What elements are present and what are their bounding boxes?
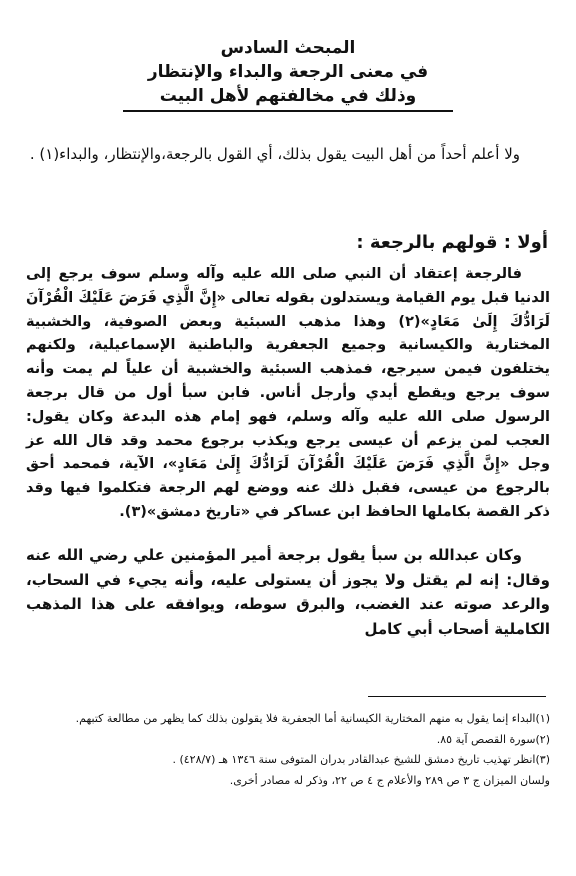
chapter-title: في معنى الرجعة والبداء والإنتظار (147, 62, 429, 82)
body-paragraph-1: فالرجعة إعتقاد أن النبي صلى الله عليه وآله وسلم سوف يرجع إلى الدنيا قبل يوم القيامة ويستدلون بقوله تعالى «إِنَّ الَّذِي فَرَضَ عَلَيْكَ الْقُرْآنَ لَرَادُّكَ إِلَىٰ مَعَادٍ»(٢) وهذا مذهب السبئية وبعض الصوفية، والخشبية المختارية والكيسانية وجميع الجعفرية والباطنية الإسماعيلية، ولكنهم يختلفون فيمن سيرجع، فمذهب السبئية والخشبية أن علياً لم يمت وأنه سوف يرجع ويقطع أيدي وأرجل أناس. فابن سبأ أول من قال برجعة الرسول صلى الله عليه وآله وسلم، فهو إمام هذه البدعة وكان يقول: العجب لمن يزعم أن عيسى يرجع ويكذب برجوع محمد وقد قال الله عز وجل «إِنَّ الَّذِي فَرَضَ عَلَيْكَ الْقُرْآنَ لَرَادُّكَ إِلَىٰ مَعَادٍ»، الآية، فمحمد أحق بالرجوع من عيسى، فقبل ذلك عنه ووضع لهم الرجعة فتكلموا فيها وقد ذكر القصة بكاملها الحافظ ابن عساكر في «تاريخ دمشق»(٣). (26, 266, 550, 520)
chapter-number: المبحث السادس (220, 38, 356, 58)
footnotes (26, 709, 550, 791)
footnote-separator (368, 696, 546, 697)
footnote-3: (٣)انظر تهذيب تاريخ دمشق للشيخ عبدالقادر بدران المتوفى سنة ١٣٤٦ هـ (٤٢٨/٧) . (172, 753, 550, 766)
chapter-header (0, 36, 576, 112)
body-paragraph-2: وكان عبدالله بن سبأ يقول برجعة أمير المؤمنين علي رضي الله عنه وقال: إنه لم يقتل ولا يجوز أن يستولى عليه، وأنه يجيء في السحاب، والرعد صوته عند الغضب، والبرق سوطه، ويوافقه على هذا المذهب الكاملية أصحاب أبي كامل (26, 546, 550, 638)
body-block-1 (26, 263, 550, 525)
intro-paragraph: ولا أعلم أحداً من أهل البيت يقول بذلك، أي القول بالرجعة،والإنتظار، والبداء(١) . (29, 145, 520, 163)
intro-block (28, 143, 548, 167)
footnote-2: (٢)سورة القصص آية ٨٥. (436, 732, 550, 746)
chapter-subtitle: وذلك في مخالفتهم لأهل البيت (159, 86, 417, 106)
footnote-3-continued: ولسان الميزان ج ٣ ص ٢٨٩ والأعلام ج ٤ ص ٢٢، وذكر له مصادر أخرى. (229, 773, 550, 787)
section-heading: أولا : قولهم بالرجعة : (356, 232, 548, 253)
title-underline (123, 110, 453, 112)
footnote-1: (١)البداء إنما يقول به منهم المختارية الكيسانية أما الجعفرية فلا يقولون بذلك كما يظهر من مطالعة كتبهم. (75, 712, 550, 725)
body-block-2 (26, 543, 550, 641)
